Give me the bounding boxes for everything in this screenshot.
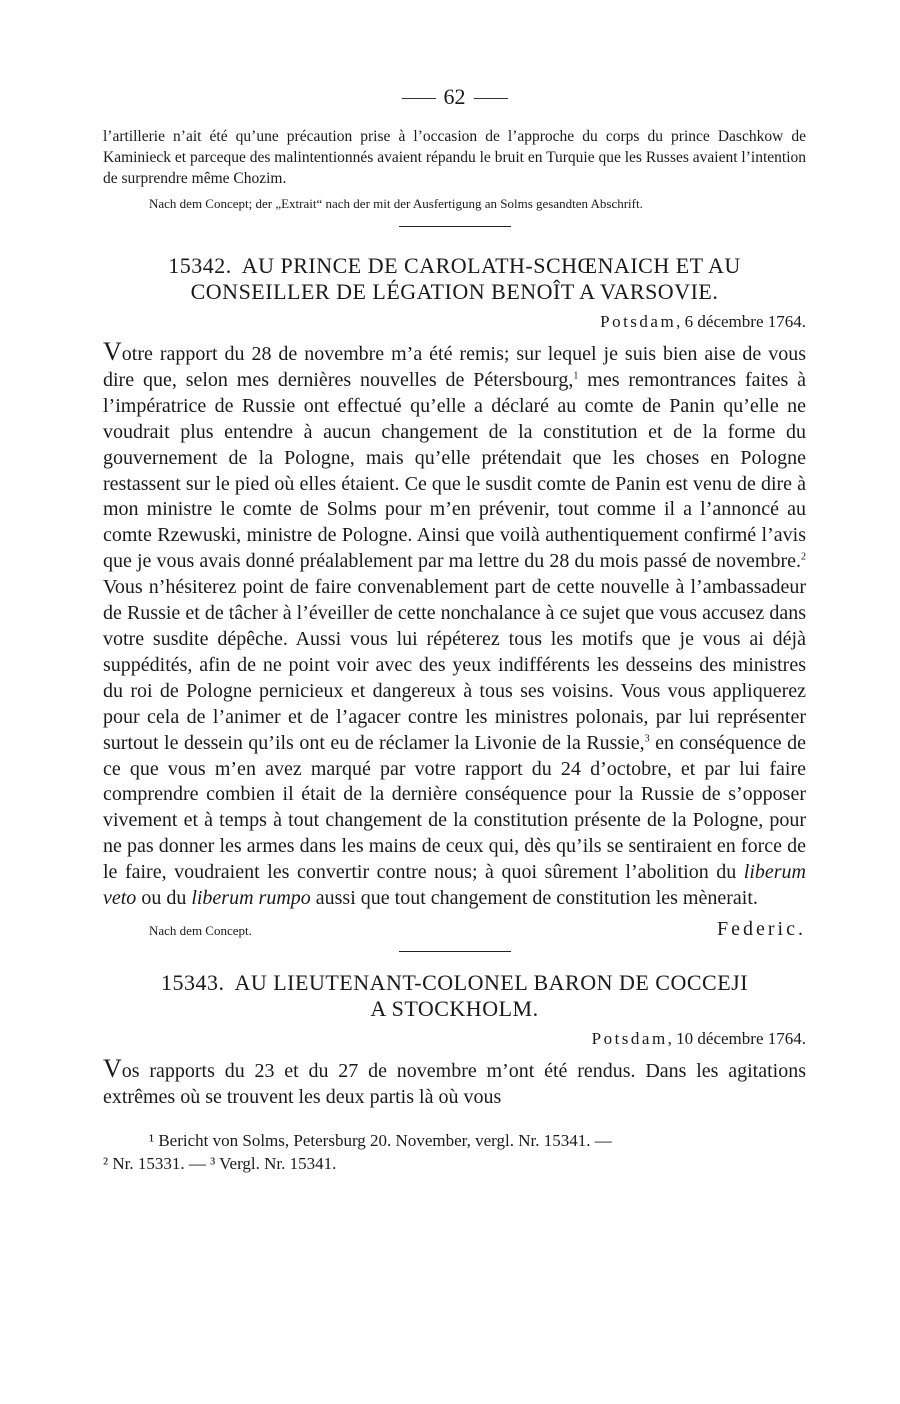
page-number [103, 80, 806, 114]
dash-left [402, 98, 436, 99]
dash-right [474, 98, 508, 99]
body-text: en conséquence de ce que vous m’en avez marqué par votre rapport du 24 d’octobre, et par lui faire comprendre combien il était de la dernière conséquence pour la Russie de s’opposer vivement et à temps à tout changement de la constitution présente de la Pologne, pour ne pas donner les armes dans les mains de ceux qui, dès qu’ils se sentiraient en force de le faire, voudraient les convertir contre nous; à quoi sûrement l’abolition du [103, 731, 807, 884]
letter-date: , 6 décembre 1764. [676, 312, 806, 331]
footnote-ref: 3 [644, 732, 650, 744]
letter-recipient-line2: A STOCKHOLM. [370, 995, 539, 1021]
letter-recipient-line1: AU LIEUTENANT-COLONEL BARON DE COCCEJI [234, 969, 749, 995]
footnote-line: ² Nr. 15331. — ³ Vergl. Nr. 15341. [103, 1153, 337, 1173]
signature-row [103, 918, 806, 941]
footnote-ref: 1 [573, 370, 579, 382]
body-text: otre rapport du 28 de novembre m’a été remis; sur lequel je suis bien aise de vous dire que, selon mes dernières nouvelles de Pétersbourg, [103, 343, 806, 391]
letter-heading [103, 253, 806, 305]
letter-dateline [103, 311, 806, 333]
letter-place: Potsdam [600, 312, 677, 331]
letter-number: 15343. [160, 969, 225, 995]
concept-note: Nach dem Concept. [149, 922, 252, 938]
body-text: aussi que tout changement de constitution les mènerait. [310, 887, 758, 910]
letter-heading-line1 [103, 970, 806, 996]
footnotes [103, 1129, 806, 1175]
letter-heading-line1 [103, 253, 806, 279]
drop-initial: V [103, 337, 122, 366]
body-text: Vous n’hésiterez point de faire convenablement part de cette nouvelle à l’ambassadeur de Russie et de tâcher à l’éveiller de cette nonchalance à ce sujet que vous accusez dans votre susdite dépêche. Aussi vous lui répéterez tous les motifs que je vous ai déjà suppédités, afin de ne point voir avec des yeux indifférents les desseins des ministres du roi de Pologne pernicieux et dangereux à tous ses voisins. Vous vous appliquerez pour cela de l’animer et de l’agacer contre les ministres polonais, par lui représenter surtout le dessein qu’ils ont eu de réclamer la Livonie de la Russie, [103, 576, 806, 754]
signature: Federic. [717, 917, 806, 940]
letter-date: , 10 décembre 1764. [667, 1028, 806, 1048]
body-text: ou du [136, 887, 192, 910]
page-number-text: 62 [443, 84, 466, 109]
footnote-ref: 2 [801, 551, 806, 563]
body-text: os rapports du 23 et du 27 de novembre m’ont été rendus. Dans les agitations extrêmes où se trouvent les deux partis là où vous [103, 1059, 806, 1108]
letter-heading [103, 970, 806, 1022]
footnote-line: ¹ Bericht von Solms, Petersburg 20. November, vergl. Nr. 15341. — [149, 1130, 612, 1150]
footnote-spacer [103, 1111, 806, 1129]
source-note: Nach dem Concept; der „Extrait“ nach der mit der Ausfertigung an Solms gesandten Abschrift. [149, 196, 643, 211]
section-divider [399, 226, 511, 227]
latin-term: liberum rumpo [191, 887, 311, 910]
continuation-paragraph: l’artillerie n’ait été qu’une précaution prise à l’occasion de l’approche du corps du prince Daschkow de Kaminieck et parceque des malintentionnés avaient répandu le bruit en Turquie que les Russes avaient l’intention de surprendre même Chozim. [103, 128, 806, 187]
letter-body [103, 1053, 806, 1111]
latin-term: liberum veto [103, 861, 806, 910]
letter-recipient-line1: AU PRINCE DE CAROLATH-SCHŒNAICH ET AU [241, 253, 741, 278]
document-page [103, 80, 806, 1175]
letter-dateline [103, 1028, 806, 1050]
letter-place: Potsdam [591, 1028, 668, 1048]
drop-initial: V [103, 1053, 122, 1083]
section-divider [399, 951, 511, 952]
letter-body [103, 339, 806, 912]
letter-number: 15342. [168, 253, 232, 278]
body-text: mes remontrances faites à l’impératrice de Russie ont effectué qu’elle a déclaré au comte de Panin qu’elle ne voudrait plus entendre à aucun changement de la constitution et de la forme du gouvernement de la Pologne, mais qu’elle prétendait que les choses en Pologne restassent sur le pied où elles étaient. Ce que le susdit comte de Panin est venu de dire à mon ministre le comte de Solms pour m’en prévenir, tout comme il a l’annoncé au comte Rzewuski, ministre de Pologne. Ainsi que voilà authentiquement confirmé l’avis que je vous avais donné préalablement par ma lettre du 28 du mois passé de novembre. [103, 368, 806, 573]
letter-recipient-line2: CONSEILLER DE LÉGATION BENOÎT A VARSOVIE. [190, 279, 719, 304]
